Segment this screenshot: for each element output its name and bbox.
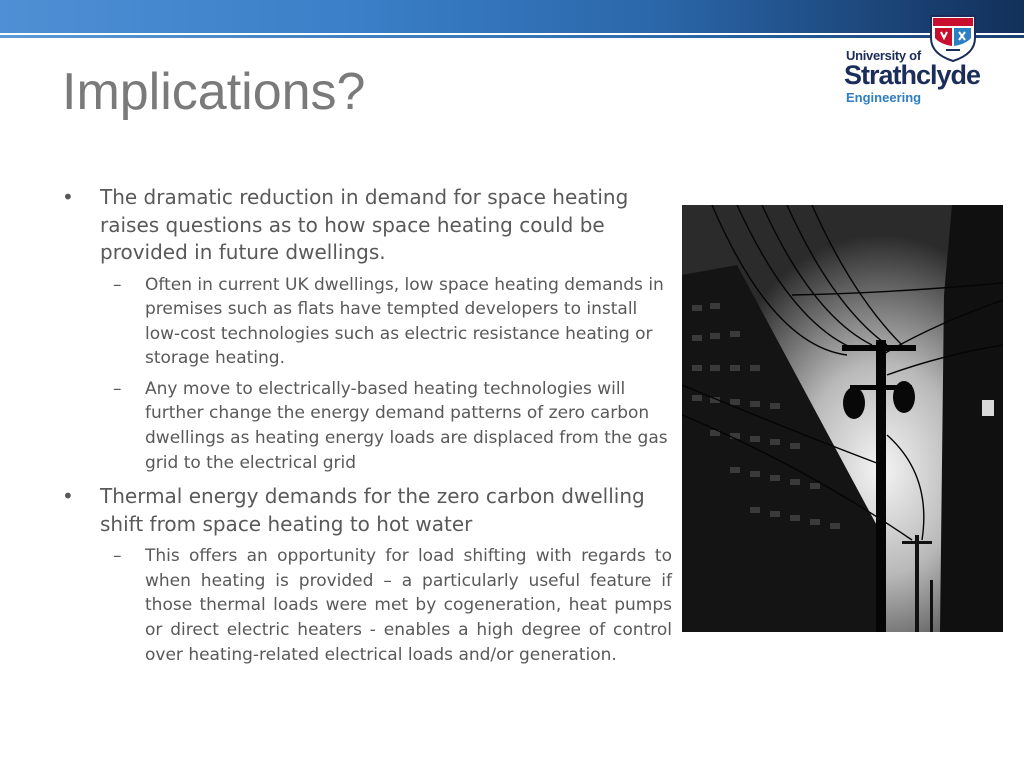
slide-body xyxy=(62,184,672,667)
bullet-marker: • xyxy=(62,484,74,509)
power-lines-photo xyxy=(682,205,1003,632)
logo-line-3: Engineering xyxy=(846,90,922,105)
logo-line-1: University of xyxy=(846,48,921,63)
logo-line-2: Strathclyde xyxy=(844,60,981,90)
bullet-marker: • xyxy=(62,185,74,209)
sub-bullet-1-1 xyxy=(62,273,672,371)
sub-bullet-marker: – xyxy=(113,378,122,399)
sub-bullet-marker: – xyxy=(113,274,122,295)
bullet-1 xyxy=(62,184,672,267)
university-logo xyxy=(842,12,987,107)
sub-bullet-1-1-text: Often in current UK dwellings, low space heating demands in premises such as flats have tempted developers to install low-cost technologies such as electric resistance heating or storage heating. xyxy=(145,274,664,369)
sub-bullet-1-2 xyxy=(62,377,672,475)
crest-icon xyxy=(926,12,980,62)
sub-bullet-1-2-text: Any move to electrically-based heating technologies will further change the energy demand patterns of zero carbon dwellings as heating energy loads are displaced from the gas grid to the electrical grid xyxy=(145,378,668,473)
bullet-2-text: Thermal energy demands for the zero carbon dwelling shift from space heating to hot water xyxy=(100,484,645,536)
slide-title: Implications? xyxy=(62,63,366,121)
bullet-1-text: The dramatic reduction in demand for space heating raises questions as to how space heating could be provided in future dwellings. xyxy=(100,185,629,264)
sub-bullet-marker: – xyxy=(113,546,122,567)
bullet-2 xyxy=(62,483,672,538)
sub-bullet-2-1 xyxy=(62,544,672,667)
sub-bullet-2-1-text: This offers an opportunity for load shifting with regards to when heating is provided – a particularly useful feature if those thermal loads were met by cogeneration, heat pumps or direct electric heaters - enables a high degree of control over heating-related electrical loads and/or generation. xyxy=(145,546,672,665)
